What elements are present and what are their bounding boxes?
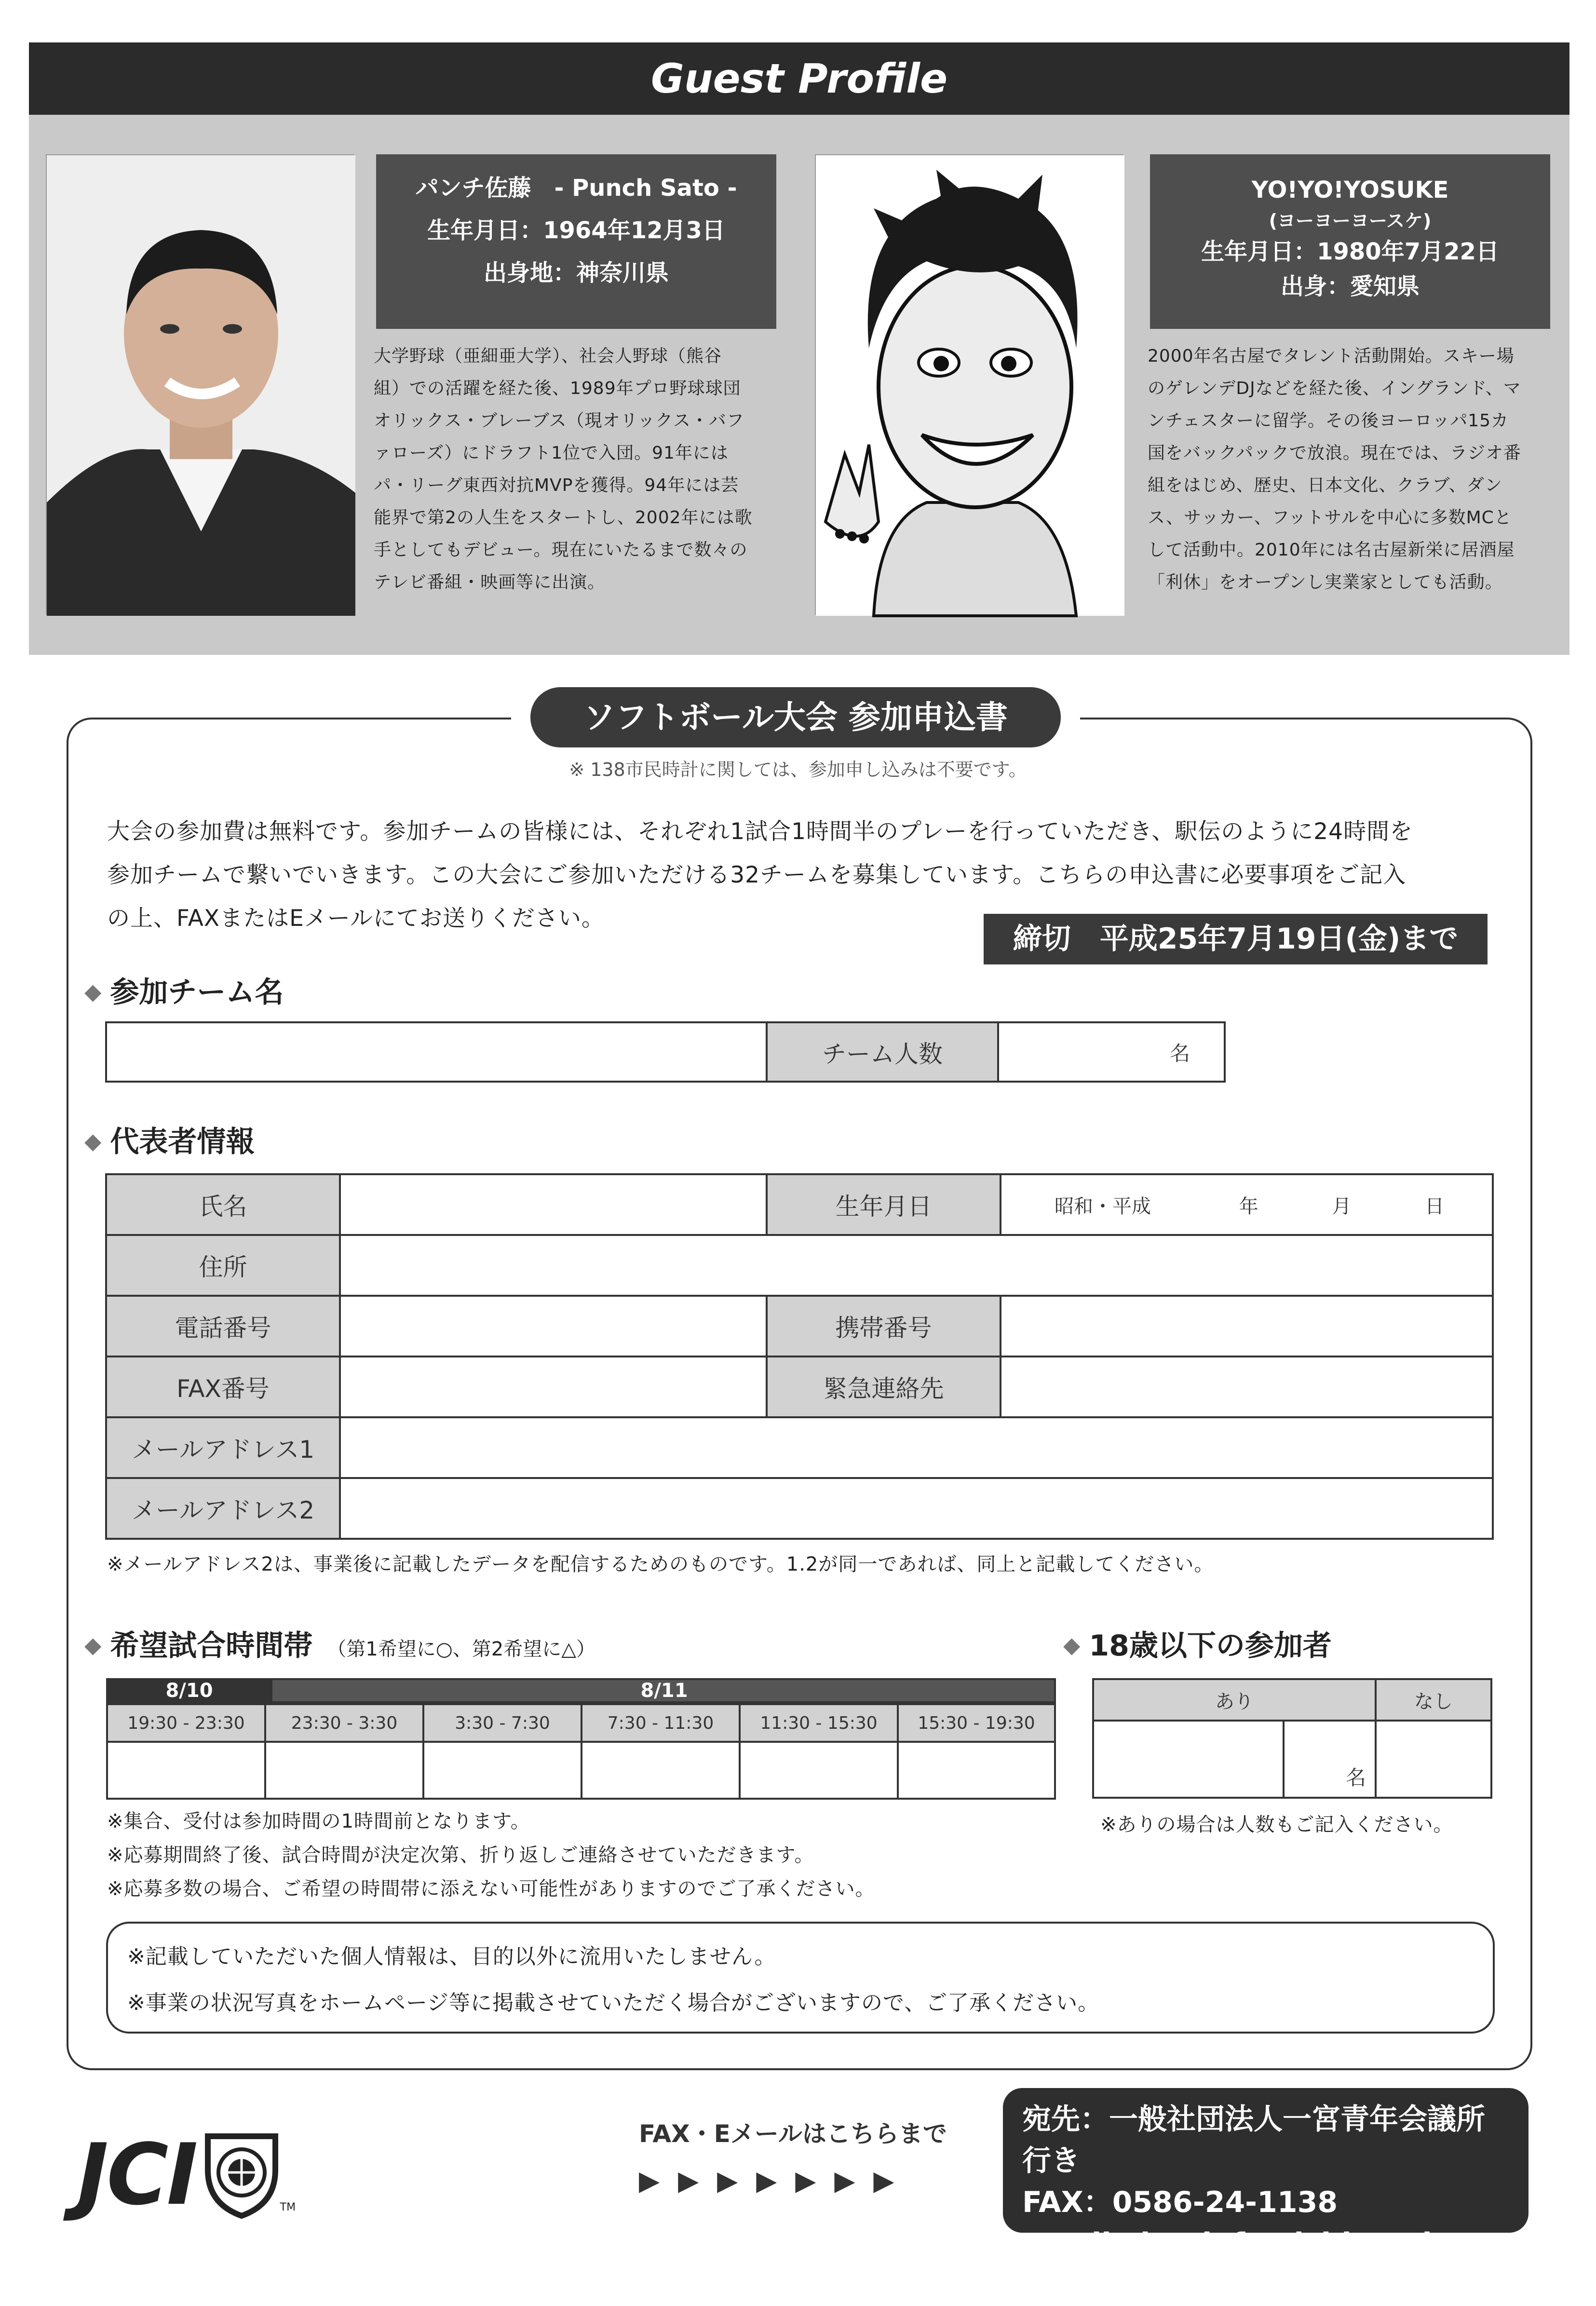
privacy-line: ※記載していただいた個人情報は、目的以外に流用いたしません。 — [127, 1944, 776, 1969]
guest1-bio-line: テレビ番組・映画等に出演。 — [374, 572, 606, 592]
deadline-badge: 締切 平成25年7月19日(金)まで — [984, 914, 1488, 964]
guest2-bio-line: 2000年名古屋でタレント活動開始。スキー場 — [1148, 346, 1515, 366]
guest1-bio — [374, 340, 784, 598]
timeslot-choice[interactable] — [582, 1742, 740, 1799]
rep-mail1-label: メールアドレス1 — [106, 1417, 340, 1478]
rep-birth-field[interactable] — [1001, 1174, 1493, 1235]
rep-name-label: 氏名 — [106, 1174, 340, 1235]
guest2-reading: (ヨーヨーヨースケ) — [1269, 210, 1432, 231]
trademark: TM — [280, 2201, 296, 2213]
timeslot-header: 3:30 - 7:30 — [423, 1704, 582, 1742]
jci-logo-text: JCI — [77, 2126, 196, 2224]
rep-emergency-label: 緊急連絡先 — [767, 1356, 1001, 1417]
team-section-heading — [84, 969, 284, 1011]
guest2-caricature — [815, 154, 1123, 615]
birth-day-unit: 日 — [1425, 1195, 1445, 1218]
timeslot-note: ※応募期間終了後、試合時間が決定次第、折り返しご連絡させていただきます。 — [107, 1844, 814, 1866]
under18-yes-check[interactable] — [1093, 1721, 1284, 1798]
guest1-hometown: 出身地：神奈川県 — [483, 259, 669, 286]
guest-profile-title: Guest Profile — [650, 55, 948, 102]
rep-mail2-label: メールアドレス2 — [106, 1478, 340, 1539]
guest2-bio — [1148, 340, 1557, 598]
timeslot-heading-text: 希望試合時間帯 — [110, 1629, 313, 1663]
send-label: FAX・Eメールはこちらまで — [639, 2120, 947, 2148]
timeslot-subheading: （第1希望に○、第2希望に△） — [327, 1638, 595, 1660]
timeslot-header: 15:30 - 19:30 — [898, 1704, 1055, 1742]
guest2-hometown: 出身：愛知県 — [1280, 273, 1420, 300]
guest1-bio-line: パ・リーグ東西対抗MVPを獲得。94年には芸 — [374, 475, 739, 495]
birth-era: 昭和・平成 — [1055, 1195, 1151, 1218]
timeslot-header: 7:30 - 11:30 — [582, 1704, 740, 1742]
team-table — [105, 1021, 1226, 1083]
guest2-bio-line: 国をバックパックで放浪。現在では、ラジオ番 — [1148, 443, 1521, 463]
guest1-bio-line: 能界で第2の人生をスタートし、2002年には歌 — [374, 508, 753, 528]
timeslot-header: 19:30 - 23:30 — [107, 1704, 265, 1742]
privacy-line: ※事業の状況写真をホームページ等に掲載させていただく場合がございますので、ご了承ください。 — [127, 1991, 1100, 2015]
intro-line: 大会の参加費は無料です。参加チームの皆様には、それぞれ1試合1時間半のプレーを行っていただき、駅伝のように24時間を — [107, 818, 1413, 845]
rep-mail2-field[interactable] — [340, 1478, 1493, 1539]
rep-address-field[interactable] — [340, 1235, 1493, 1296]
rep-fax-field[interactable] — [340, 1356, 767, 1417]
guest1-bio-line: ァローズ）にドラフト1位で入団。91年には — [374, 443, 729, 463]
diamond-icon: ◆ — [84, 978, 102, 1004]
guest2-name: YO!YO!YOSUKE — [1251, 176, 1449, 203]
form-note: ※ 138市民時計に関しては、参加申し込みは不要です。 — [569, 759, 1027, 780]
rep-note: ※メールアドレス2は、事業後に記載したデータを配信するためのものです。1.2が同一であれば、同上と記載してください。 — [107, 1553, 1214, 1575]
jci-logo — [77, 2127, 296, 2223]
team-heading-text: 参加チーム名 — [110, 976, 284, 1009]
form-title: ソフトボール大会 参加申込書 — [530, 687, 1061, 747]
guest1-bio-line: 組）での活躍を経た後、1989年プロ野球球団 — [374, 379, 741, 398]
birth-month-unit: 月 — [1332, 1195, 1352, 1218]
rep-table — [105, 1173, 1494, 1540]
timeslot-section-heading — [84, 1623, 595, 1664]
arrow-icons: ▶▶▶▶▶▶▶ — [639, 2165, 913, 2197]
diamond-icon: ◆ — [84, 1128, 102, 1154]
timeslot-note: ※集合、受付は参加時間の1時間前となります。 — [107, 1810, 530, 1832]
timeslot-choice[interactable] — [740, 1742, 898, 1799]
guest1-bio-line: オリックス・ブレーブス（現オリックス・バフ — [374, 411, 744, 431]
rep-mail1-field[interactable] — [340, 1417, 1493, 1478]
timeslot-table — [106, 1703, 1056, 1800]
rep-phone-field[interactable] — [340, 1296, 767, 1356]
under18-unit: 名 — [1345, 1766, 1366, 1790]
under18-section-heading — [1063, 1623, 1332, 1664]
rep-emergency-field[interactable] — [1001, 1356, 1493, 1417]
contact-box — [1003, 2088, 1528, 2302]
members-unit: 名 — [1169, 1041, 1190, 1065]
timeslot-date1: 8/10 — [165, 1680, 213, 1702]
rep-birth-label: 生年月日 — [767, 1174, 1001, 1235]
rep-phone-label: 電話番号 — [106, 1296, 340, 1356]
intro-line: の上、FAXまたはEメールにてお送りください。 — [107, 905, 605, 932]
timeslot-header: 11:30 - 15:30 — [740, 1704, 898, 1742]
guest2-birthday: 生年月日：1980年7月22日 — [1201, 238, 1499, 265]
under18-heading-text: 18歳以下の参加者 — [1089, 1629, 1332, 1663]
guest2-bio-line: 組をはじめ、歴史、日本文化、クラブ、ダン — [1148, 475, 1503, 495]
under18-table — [1092, 1678, 1492, 1799]
guest2-bio-line: ンチェスターに留学。その後ヨーロッパ15カ — [1148, 411, 1509, 431]
guest2-info-box — [1150, 154, 1550, 329]
guest1-bio-line: 手としてもデビュー。現在にいたるまで数々の — [374, 540, 748, 560]
guest1-birthday: 生年月日：1964年12月3日 — [427, 217, 725, 244]
timeslot-choice[interactable] — [898, 1742, 1055, 1799]
rep-mobile-label: 携帯番号 — [767, 1296, 1001, 1356]
under18-yes-label: あり — [1093, 1679, 1376, 1721]
contact-fax: FAX：0586-24-1138 — [1022, 2185, 1338, 2219]
intro-line: 参加チームで繋いでいきます。この大会にご参加いただける32チームを募集しています。こちらの申込書に必要事項をご記入 — [107, 862, 1407, 888]
privacy-box — [106, 1922, 1495, 2034]
rep-heading-text: 代表者情報 — [110, 1125, 255, 1159]
contact-to: 宛先：一般社団法人一宮青年会議所行き — [1022, 2103, 1485, 2178]
guest1-bio-line: 大学野球（亜細亜大学）、社会人野球（熊谷 — [374, 346, 722, 366]
rep-section-heading — [84, 1119, 255, 1160]
guest2-bio-line: のゲレンデDJなどを経た後、イングランド、マ — [1148, 379, 1521, 398]
under18-no-check[interactable] — [1376, 1721, 1491, 1798]
guest1-name: パンチ佐藤 - Punch Sato - — [415, 175, 737, 202]
team-members-field[interactable] — [998, 1022, 1225, 1082]
rep-name-field[interactable] — [340, 1174, 767, 1235]
team-name-field[interactable] — [106, 1022, 767, 1082]
guest2-bio-line: 「利休」をオープンし実業家としても活動。 — [1148, 572, 1503, 592]
under18-count-field[interactable] — [1284, 1721, 1376, 1798]
timeslot-choice[interactable] — [265, 1742, 423, 1799]
guest1-photo — [46, 154, 354, 615]
diamond-icon: ◆ — [1063, 1632, 1081, 1658]
guest2-bio-line: して活動中。2010年には名古屋新栄に居酒屋 — [1148, 540, 1515, 560]
jci-emblem-icon — [203, 2131, 280, 2218]
rep-address-label: 住所 — [106, 1235, 340, 1296]
birth-year-unit: 年 — [1239, 1195, 1258, 1218]
under18-no-label: なし — [1376, 1679, 1491, 1721]
rep-fax-label: FAX番号 — [106, 1356, 340, 1417]
contact-email[interactable]: email：hm.info@ichinomiya-jc.or.jp — [1022, 2227, 1483, 2302]
diamond-icon: ◆ — [84, 1632, 102, 1658]
under18-note: ※ありの場合は人数もご記入ください。 — [1100, 1814, 1453, 1836]
timeslot-note: ※応募多数の場合、ご希望の時間帯に添えない可能性がありますのでご了承ください。 — [107, 1878, 875, 1900]
guest2-bio-line: ス、サッカー、フットサルを中心に多数MCと — [1148, 508, 1512, 528]
rep-mobile-field[interactable] — [1001, 1296, 1493, 1356]
timeslot-header: 23:30 - 3:30 — [265, 1704, 423, 1742]
timeslot-choice[interactable] — [423, 1742, 582, 1799]
team-members-label: チーム人数 — [767, 1022, 998, 1082]
timeslot-choice[interactable] — [107, 1742, 265, 1799]
timeslot-date2: 8/11 — [640, 1680, 688, 1702]
guest1-info-box — [376, 154, 776, 329]
